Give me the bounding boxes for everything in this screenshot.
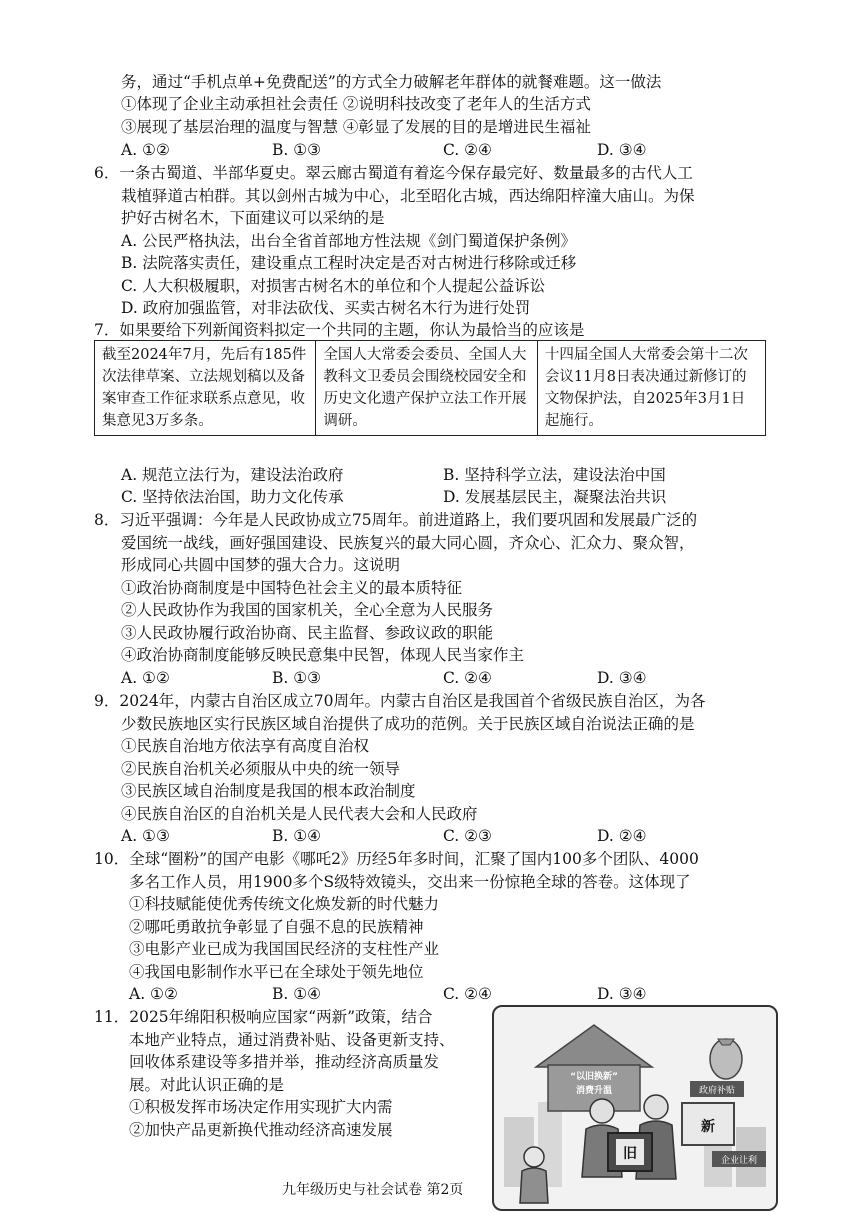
q9-option-c: C. ②③	[443, 827, 492, 845]
q9-option-d: D. ②④	[597, 827, 647, 845]
q8-statement-3: ③人民政协履行政治协商、民主监督、参政议政的职能	[121, 624, 494, 642]
q10-option-b: B. ①④	[272, 985, 322, 1003]
q11-stem-line2: 本地产业特点，通过消费补贴、设备更新支持、	[129, 1031, 455, 1049]
q7-news-table	[94, 340, 766, 436]
q10-option-a: A. ①②	[129, 985, 178, 1003]
q10-option-c: C. ②④	[443, 985, 492, 1003]
q9-stem-line2: 少数民族地区实行民族区域自治提供了成功的范例。关于民族区域自治说法正确的是	[121, 715, 695, 733]
q7-option-b: B. 坚持科学立法，建设法治中国	[443, 466, 666, 484]
q8-option-a: A. ①②	[121, 669, 170, 687]
q10-option-d: D. ③④	[597, 985, 647, 1003]
q6-stem-line1: 6．一条古蜀道、半部华夏史。翠云廊古蜀道有着迄今保存最完好、数量最多的古代人工	[94, 164, 693, 182]
q9-option-b: B. ①④	[272, 827, 322, 845]
q8-option-c: C. ②④	[443, 669, 492, 687]
trade-in-cartoon	[492, 1005, 778, 1211]
enterprise-discount-tag: 企业让利	[720, 1156, 758, 1166]
q7-news-item: 截至2024年7月，先后有185件次法律草案、立法规划稿以及备案审查工作征求联系点意见，收集意见3万多条。	[95, 341, 316, 436]
q10-stem-line2: 多名工作人员，用1900多个S级特效镜头，交出来一份惊艳全球的答卷。这体现了	[129, 873, 691, 891]
q11-stem-line3: 回收体系建设等多措并举，推动经济高质量发	[129, 1053, 440, 1071]
q11-stem-line4: 展。对此认识正确的是	[129, 1076, 285, 1094]
q5-statements-line2: ③展现了基层治理的温度与智慧 ④彰显了发展的目的是增进民生福祉	[121, 118, 591, 136]
q10-statement-3: ③电影产业已成为我国国民经济的支柱性产业	[129, 940, 440, 958]
q7-stem: 7．如果要给下列新闻资料拟定一个共同的主题，你认为最恰当的应该是	[94, 321, 585, 339]
q8-option-d: D. ③④	[597, 669, 647, 687]
q7-news-item: 十四届全国人大常委会第十二次会议11月8日表决通过新修订的文物保护法，自2025年3月1日起施行。	[537, 341, 765, 436]
q11-statement-1: ①积极发挥市场决定作用实现扩大内需	[129, 1098, 393, 1116]
q5-stem-line1: 务，通过“手机点单+免费配送”的方式全力破解老年群体的就餐难题。这一做法	[121, 73, 662, 91]
q5-statements-line1: ①体现了企业主动承担社会责任 ②说明科技改变了老年人的生活方式	[121, 95, 591, 113]
q9-option-a: A. ①③	[121, 827, 170, 845]
q6-option-d: D. 政府加强监管，对非法砍伐、买卖古树名木行为进行处罚	[121, 299, 531, 317]
q6-option-c: C. 人大积极履职，对损害古树名木的单位和个人提起公益诉讼	[121, 277, 546, 295]
cartoon-illustration	[494, 1007, 776, 1209]
page-footer: 九年级历史与社会试卷 第2页	[282, 1182, 464, 1198]
q6-stem-line3: 护好古树名木，下面建议可以采纳的是	[121, 209, 385, 227]
q8-stem-line1: 8．习近平强调：今年是人民政协成立75周年。前进道路上，我们要巩固和发展最广泛的	[94, 511, 698, 529]
q10-stem-line1: 10．全球“圈粉”的国产电影《哪吒2》历经5年多时间，汇聚了国内100多个团队、4000	[94, 850, 699, 868]
new-appliance-label: 新	[701, 1119, 715, 1135]
q5-option-a: A. ①②	[121, 141, 170, 159]
q9-statement-1: ①民族自治地方依法享有高度自治权	[121, 737, 370, 755]
q9-statement-4: ④民族自治区的自治机关是人民代表大会和人民政府	[121, 805, 478, 823]
q7-option-a: A. 规范立法行为，建设法治政府	[121, 466, 344, 484]
q11-statement-2: ②加快产品更新换代推动经济高速发展	[129, 1121, 393, 1139]
q10-statement-1: ①科技赋能使优秀传统文化焕发新的时代魅力	[129, 895, 440, 913]
q7-option-d: D. 发展基层民主，凝聚法治共识	[443, 488, 667, 506]
q10-statement-2: ②哪吒勇敢抗争彰显了自强不息的民族精神	[129, 918, 424, 936]
house-banner-line2: 消费升温	[575, 1086, 613, 1096]
q11-stem-line1: 11．2025年绵阳积极响应国家“两新”政策，结合	[94, 1008, 433, 1026]
q9-statement-3: ③民族区域自治制度是我国的根本政治制度	[121, 782, 416, 800]
q6-option-a: A. 公民严格执法，出台全省首部地方性法规《剑门蜀道保护条例》	[121, 232, 577, 250]
q5-option-b: B. ①③	[272, 141, 322, 159]
q8-stem-line2: 爱国统一战线，画好强国建设、民族复兴的最大同心圆，齐众心、汇众力、聚众智，	[121, 534, 695, 552]
q7-option-c: C. 坚持依法治国，助力文化传承	[121, 488, 344, 506]
q5-option-c: C. ②④	[443, 141, 492, 159]
q10-statement-4: ④我国电影制作水平已在全球处于领先地位	[129, 963, 424, 981]
q5-option-d: D. ③④	[597, 141, 647, 159]
q8-statement-1: ①政治协商制度是中国特色社会主义的最本质特征	[121, 579, 463, 597]
q8-stem-line3: 形成同心共圆中国梦的强大合力。这说明	[121, 556, 401, 574]
government-subsidy-tag: 政府补贴	[698, 1086, 736, 1096]
q9-stem-line1: 9．2024年，内蒙古自治区成立70周年。内蒙古自治区是我国首个省级民族自治区，为各	[94, 692, 706, 710]
old-appliance-label: 旧	[623, 1146, 637, 1162]
q6-stem-line2: 栽植驿道古柏群。其以剑州古城为中心，北至昭化古城，西达绵阳梓潼大庙山。为保	[121, 187, 695, 205]
q9-statement-2: ②民族自治机关必须服从中央的统一领导	[121, 760, 401, 778]
q8-statement-4: ④政治协商制度能够反映民意集中民智，体现人民当家作主	[121, 646, 525, 664]
house-banner-line1: “以旧换新”	[570, 1072, 618, 1082]
q8-option-b: B. ①③	[272, 669, 322, 687]
q8-statement-2: ②人民政协作为我国的国家机关，全心全意为人民服务	[121, 601, 494, 619]
q7-news-item: 全国人大常委会委员、全国人大教科文卫委员会围绕校园安全和历史文化遗产保护立法工作开展调研。	[316, 341, 537, 436]
q6-option-b: B. 法院落实责任，建设重点工程时决定是否对古树进行移除或迁移	[121, 254, 577, 272]
